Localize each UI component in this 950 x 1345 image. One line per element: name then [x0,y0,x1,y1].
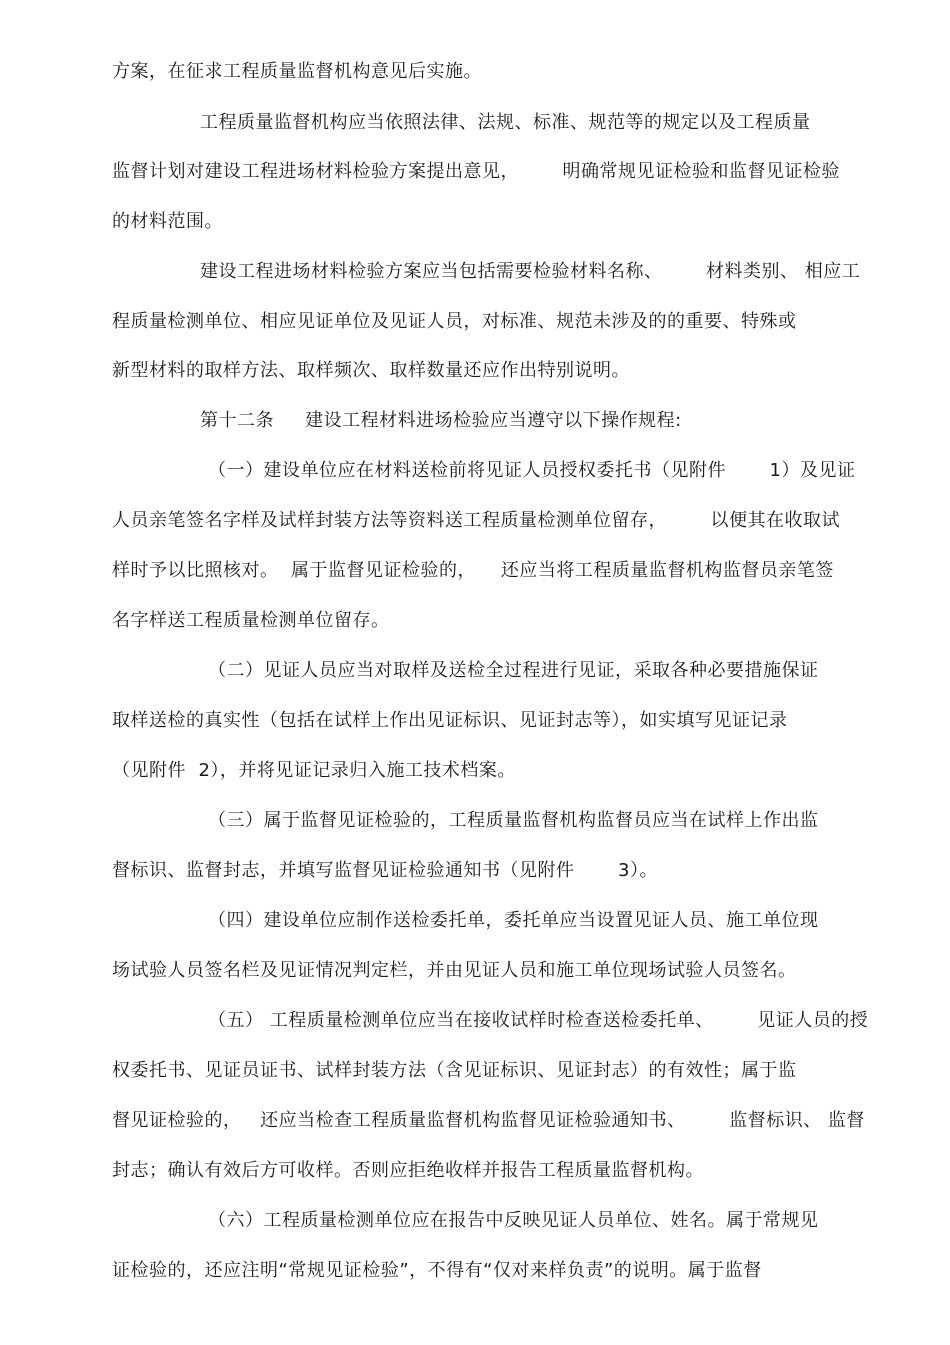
text-line: 取样送检的真实性（包括在试样上作出见证标识、见证封志等），如实填写见证记录 [112,710,788,731]
text-line: （三）属于监督见证检验的，工程质量监督机构监督员应当在试样上作出监 [208,810,819,831]
text-line: 监督计划对建设工程进场材料检验方案提出意见， 明确常规见证检验和监督见证检验 [112,161,841,182]
text-line: 样时予以比照核对。 属于监督见证检验的， 还应当将工程质量监督机构监督员亲笔签 [112,560,834,581]
text-line: （六）工程质量检测单位应在报告中反映见证人员单位、姓名。属于常规见 [208,1210,819,1231]
text-line: （二）见证人员应当对取样及送检全过程进行见证，采取各种必要措施保证 [208,660,819,681]
text-line: 封志；确认有效后方可收样。否则应拒绝收样并报告工程质量监督机构。 [112,1160,704,1181]
text-line: （四）建设单位应制作送检委托单，委托单应当设置见证人员、施工单位现 [208,910,819,931]
text-line: 程质量检测单位、相应见证单位及见证人员，对标准、规范未涉及的的重要、特殊或 [112,311,797,332]
text-line: 督见证检验的， 还应当检查工程质量监督机构监督见证检验通知书、 监督标识、 监督 [112,1110,865,1131]
text-line: 人员亲笔签名字样及试样封装方法等资料送工程质量检测单位留存， 以便其在收取试 [112,510,841,531]
text-line: 权委托书、见证员证书、试样封装方法（含见证标识、见证封志）的有效性；属于监 [112,1060,797,1081]
text-line: 新型材料的取样方法、取样频次、取样数量还应作出特别说明。 [112,360,630,381]
text-line: 第十二条 建设工程材料进场检验应当遵守以下操作规程: [200,410,682,431]
text-line: 场试验人员签名栏及见证情况判定栏，并由见证人员和施工单位现场试验人员签名。 [112,960,797,981]
text-line: （五） 工程质量检测单位应当在接收试样时检查送检委托单、 见证人员的授 [208,1010,869,1031]
text-line: 督标识、监督封志，并填写监督见证检验通知书（见附件 3）。 [112,860,659,881]
text-line: 的材料范围。 [112,211,223,232]
text-line: 证检验的，还应注明“常规见证检验”，不得有“仅对来样负责”的说明。属于监督 [112,1260,762,1281]
text-line: 名字样送工程质量检测单位留存。 [112,610,390,631]
text-line: （一）建设单位应在材料送检前将见证人员授权委托书（见附件 1）及见证 [208,460,856,481]
text-line: 工程质量监督机构应当依照法律、法规、标准、规范等的规定以及工程质量 [200,112,811,133]
text-line: 建设工程进场材料检验方案应当包括需要检验材料名称、 材料类别、 相应工 [200,261,861,282]
text-line: （见附件 2），并将见证记录归入施工技术档案。 [112,760,516,781]
text-line: 方案，在征求工程质量监督机构意见后实施。 [112,61,482,82]
